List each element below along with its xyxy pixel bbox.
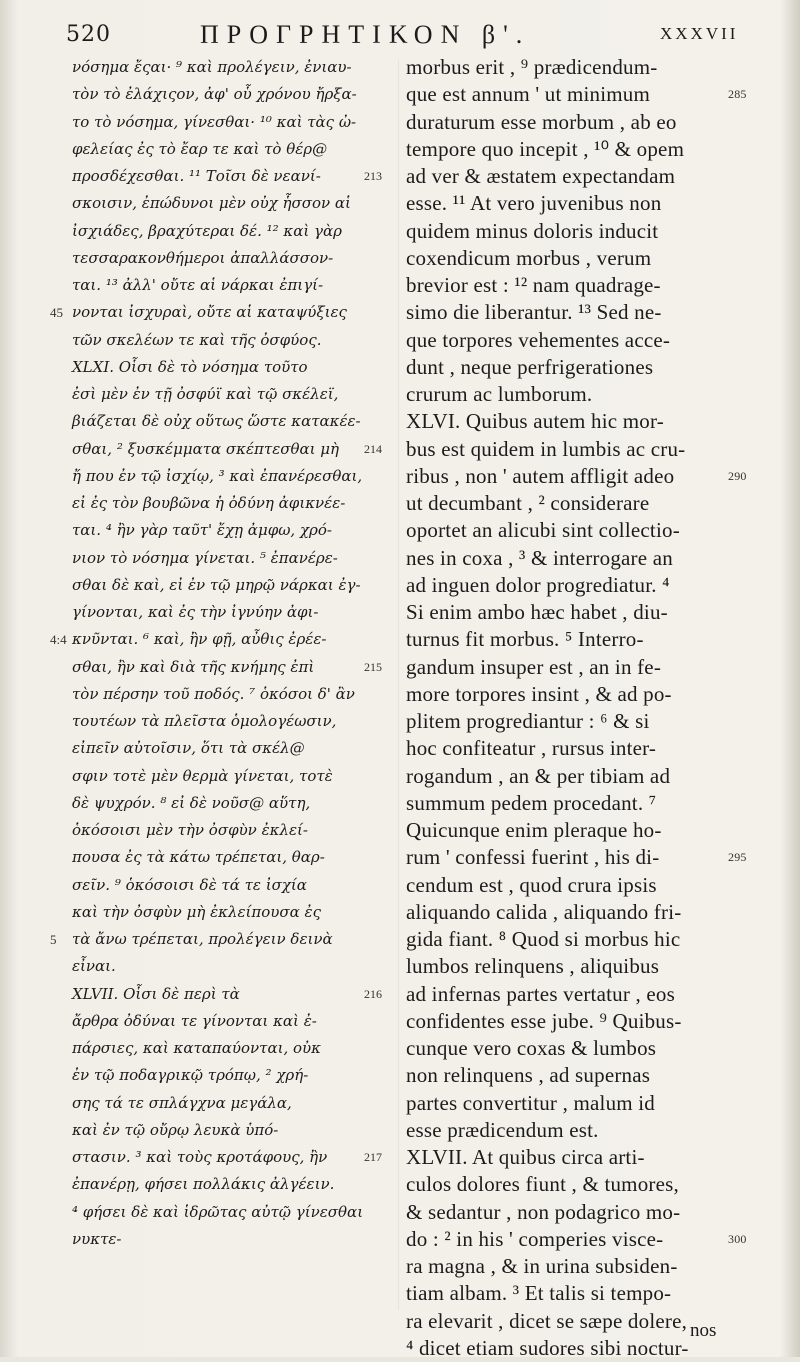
greek-line-text: τεσσαρακονθήμεροι ἀπαλλάσσον-: [72, 248, 334, 267]
greek-line-text: σεῖν. ⁹ ὁκόσοισι δὲ τά τε ἰσχία: [72, 875, 307, 894]
greek-line: [72, 272, 394, 299]
greek-line-text: δὲ ψυχρόν. ⁸ εἰ δὲ νοῦσ@ αὕτη,: [72, 793, 311, 812]
latin-line-text: more torpores insint , & ad po-: [406, 681, 672, 706]
greek-line-text: ὁκόσοισι μὲν τὴν ὀσφὺν ἐκλεί-: [72, 821, 308, 839]
greek-line-text: νονται ἰσχυραὶ, οὔτε αἱ καταψύξιες: [72, 303, 347, 322]
latin-line: [406, 1199, 736, 1226]
latin-line-text: nes in coxa , ³ & interrogare an: [406, 545, 673, 570]
latin-line: [406, 1035, 736, 1062]
latin-line-text: XLVI. Quibus autem hic mor-: [406, 409, 664, 434]
latin-line-text: que torpores vehementes acce-: [406, 327, 671, 352]
latin-line: [406, 763, 736, 790]
latin-line: [406, 872, 736, 899]
latin-line: [406, 1280, 736, 1307]
latin-line-text: crurum ac lumborum.: [406, 382, 593, 406]
greek-line: [72, 136, 394, 163]
latin-line: [406, 817, 736, 844]
greek-line-text: νιον τὸ νόσημα γίνεται. ⁵ ἐπανέρε-: [72, 548, 338, 567]
latin-line-text: rum ' confessi fuerint , his di-: [406, 845, 660, 870]
greek-line-text: τὸν πέρσην τοῦ ποδός. ⁷ ὁκόσοι δ' ἂν: [72, 684, 355, 703]
greek-line-text: σθαι, ἢν καὶ διὰ τῆς κνήμης ἐπὶ: [72, 657, 315, 676]
margin-reference: 290: [728, 468, 747, 483]
latin-line-text: hoc confiteatur , rursus inter-: [406, 736, 657, 761]
latin-line-text: cendum est , quod crura ipsis: [406, 872, 657, 897]
greek-line-text: πάρσιες, καὶ καταπαύονται, οὐκ: [72, 1039, 322, 1057]
greek-line-text: εἰ ἐς τὸν βουβῶνα ἡ ὀδύνη ἀφικνέε-: [72, 494, 346, 512]
latin-line-text: simo die liberantur. ¹³ Sed ne-: [406, 300, 662, 325]
greek-line-text: τῶν σκελέων τε καὶ τῆς ὀσφύος.: [72, 330, 322, 349]
greek-line: [72, 899, 394, 926]
greek-line-text: βιάζεται δὲ οὐχ οὕτως ὥστε κατακέε-: [72, 412, 361, 431]
margin-reference: 217: [364, 1150, 382, 1164]
greek-line: [72, 1008, 394, 1035]
latin-line: [406, 1308, 736, 1335]
greek-line-text: ἐν τῷ ποδαγρικῷ τρόπῳ, ² χρή-: [72, 1066, 309, 1085]
latin-line: [406, 926, 736, 953]
greek-line-text: σκοισιν, ἐπώδυνοι μὲν οὐχ ἧσσον αἱ: [72, 194, 351, 213]
latin-line-text: duraturum esse morbum , ab eo: [406, 109, 677, 134]
latin-line-text: ra magna , & in urina subsiden-: [406, 1254, 678, 1278]
greek-line: [72, 327, 394, 354]
latin-text-column: [406, 54, 747, 1362]
greek-line: [72, 190, 394, 217]
catchword: nos: [690, 1320, 717, 1341]
greek-line: [72, 790, 394, 817]
greek-line: [72, 463, 394, 490]
greek-line: [72, 218, 394, 245]
greek-line-text: σθαι, ² ξυσκέμματα σκέπτεσθαι μὴ: [72, 439, 340, 458]
greek-line: [72, 572, 394, 599]
latin-line-text: ut decumbant , ² considerare: [406, 491, 650, 515]
page-number: 520: [66, 22, 111, 47]
greek-line: [50, 926, 394, 953]
running-title: ΠΡΟΓΡΗΤΙΚΟΝ β'.: [200, 20, 531, 49]
greek-line-text: κνῦνται. ⁶ καὶ, ἢν φῇ, αὖθις ἐρέε-: [72, 630, 327, 649]
latin-line: [406, 1144, 736, 1171]
latin-line-text: tiam albam. ³ Et talis si tempo-: [406, 1281, 672, 1306]
latin-line-text: brevior est : ¹² nam quadrage-: [406, 273, 661, 297]
latin-line-text: non relinquens , ad supernas: [406, 1063, 651, 1088]
greek-line-text: ἄρθρα ὀδύναι τε γίνονται καὶ ἐ-: [72, 1011, 317, 1030]
greek-line: [72, 817, 394, 844]
greek-line-text: εἶναι.: [72, 957, 116, 976]
greek-line-text: τουτέων τὰ πλεῖστα ὁμολογέωσιν,: [72, 712, 337, 730]
latin-line: [406, 136, 736, 163]
latin-line: [406, 1171, 736, 1198]
greek-line-text: νόσημα ἔςαι· ⁹ καὶ προλέγειν, ἐνιαυ-: [72, 58, 352, 76]
latin-line: [406, 299, 736, 326]
margin-reference: 213: [364, 169, 382, 183]
latin-line: [406, 953, 736, 980]
line-number: 5: [50, 932, 57, 947]
latin-line: [406, 163, 736, 190]
latin-line-text: esse prædicendum est.: [406, 1117, 599, 1142]
latin-line: [406, 245, 736, 272]
greek-line: [72, 599, 394, 626]
margin-reference: 300: [728, 1231, 747, 1246]
greek-line: [72, 1090, 394, 1117]
greek-line-text: ἐπανέρῃ, φήσει πολλάκις ἀλγέειν.: [72, 1175, 335, 1194]
latin-line: [406, 735, 736, 762]
latin-line-text: plitem progrediantur : ⁶ & si: [406, 709, 650, 733]
latin-line-text: bus est quidem in lumbis ac cru-: [406, 436, 686, 461]
greek-line-text: καὶ ἐν τῷ οὔρῳ λευκὰ ὑπό-: [72, 1120, 279, 1139]
latin-line-text: ad inguen dolor progrediatur. ⁴: [406, 572, 670, 597]
greek-line-text: ται. ⁴ ἢν γὰρ ταῦτ' ἔχῃ ἀμφω, χρό-: [72, 521, 332, 540]
greek-line-text: ἰσχιάδες, βραχύτεραι δέ. ¹² καὶ γὰρ: [72, 221, 342, 240]
greek-line-text: προσδέχεσθαι. ¹¹ Τοῖσι δὲ νεανί-: [72, 167, 321, 185]
latin-line-text: rogandum , an & per tibiam ad: [406, 763, 671, 788]
greek-line: [50, 299, 394, 326]
margin-reference: 215: [364, 659, 382, 674]
greek-line-text: ἐσὶ μὲν ἐν τῇ ὀσφύϊ καὶ τῷ σκέλεϊ,: [72, 385, 339, 403]
latin-line-text: ad ver & æstatem expectandam: [406, 164, 676, 188]
latin-line: [406, 381, 736, 408]
greek-line: [72, 872, 394, 899]
greek-line-text: γίνονται, καὶ ἐς τὴν ἰγνύην ἀφι-: [72, 603, 319, 621]
greek-line: [72, 517, 394, 544]
greek-line-text: XLVII. Οἷσι δὲ περὶ τὰ: [72, 984, 240, 1003]
latin-line-text: que est annum ' ut minimum: [406, 82, 651, 107]
greek-line-text: ἤ που ἐν τῷ ἰσχίῳ, ³ καὶ ἐπανέρεσθαι,: [72, 466, 363, 485]
greek-line: [72, 54, 394, 81]
greek-line-text: νυκτε-: [72, 1229, 122, 1248]
latin-line-text: ad infernas partes vertatur , eos: [406, 981, 675, 1006]
latin-line: [406, 327, 736, 354]
latin-line: [406, 626, 736, 653]
greek-line-text: εἰπεῖν αὐτοῖσιν, ὅτι τὰ σκέλ@: [72, 739, 305, 758]
latin-line: [406, 1226, 747, 1253]
greek-line: [72, 763, 394, 790]
latin-line-text: culos dolores fiunt , & tumores,: [406, 1172, 679, 1197]
greek-line-text: σης τά τε σπλάγχνα μεγάλα,: [72, 1093, 292, 1112]
latin-line: [406, 545, 736, 572]
greek-line: [72, 436, 394, 463]
latin-line-text: morbus erit , ⁹ prædicendum-: [406, 55, 658, 79]
line-number: 45: [50, 305, 63, 321]
greek-line-text: XLXI. Οἷσι δὲ τὸ νόσημα τοῦτο: [72, 357, 308, 376]
greek-line: [72, 1117, 394, 1144]
latin-line-text: aliquando calida , aliquando fri-: [406, 899, 682, 924]
greek-line: [72, 844, 394, 871]
latin-line: [406, 1117, 736, 1144]
latin-line-text: ra elevarit , dicet se sæpe dolere,: [406, 1308, 688, 1333]
greek-line: [72, 1144, 394, 1171]
greek-line-text: τὸν τὸ ἐλάχιςον, ἀφ' οὗ χρόνου ἤρξα-: [72, 85, 357, 104]
latin-line-text: partes convertitur , malum id: [406, 1090, 655, 1115]
latin-line-text: lumbos relinquens , aliquibus: [406, 954, 660, 979]
greek-line: [72, 354, 394, 381]
greek-line: [72, 245, 394, 272]
greek-line: [50, 626, 394, 653]
latin-line: [406, 1008, 736, 1035]
greek-line-text: το τὸ νόσημα, γίνεσθαι· ¹⁰ καὶ τὰς ὠ-: [72, 112, 357, 131]
latin-line: [406, 190, 736, 217]
latin-line: [406, 654, 736, 681]
greek-line-text: τὰ ἄνω τρέπεται, προλέγειν δεινὰ: [72, 930, 333, 948]
latin-line-text: do : ² in his ' comperies visce-: [406, 1226, 664, 1251]
greek-line: [72, 1199, 394, 1226]
greek-line-text: ⁴ φήσει δὲ καὶ ἱδρῶτας αὐτῷ γίνεσθαι: [72, 1202, 364, 1221]
greek-line: [72, 381, 394, 408]
latin-line: [406, 1335, 736, 1362]
column-gutter: [398, 60, 399, 1310]
margin-reference: 214: [364, 441, 382, 456]
greek-line-text: πουσα ἐς τὰ κάτω τρέπεται, θαρ-: [72, 848, 325, 867]
latin-line-text: Si enim ambo hæc habet , diu-: [406, 600, 668, 624]
greek-line: [72, 109, 394, 136]
signature-mark: XXXVII: [660, 24, 739, 43]
page-header: [0, 14, 800, 54]
greek-line-text: σφιν τοτὲ μὲν θερμὰ γίνεται, τοτὲ: [72, 766, 333, 785]
latin-line: [406, 81, 747, 108]
latin-line-text: dunt , neque perfrigerationes: [406, 354, 654, 379]
margin-reference: 216: [364, 986, 382, 1001]
latin-line-text: gandum insuper est , an in fe-: [406, 654, 662, 679]
latin-line: [406, 1062, 736, 1089]
greek-line: [72, 408, 394, 435]
greek-line: [72, 981, 394, 1008]
latin-line-text: turnus fit morbus. ⁵ Interro-: [406, 627, 644, 652]
greek-text-column: [50, 54, 394, 1253]
latin-line: [406, 599, 736, 626]
latin-line-text: oportet an alicubi sint collectio-: [406, 518, 680, 543]
greek-line-text: ται. ¹³ ἀλλ' οὔτε αἱ νάρκαι ἐπιγί-: [72, 276, 324, 294]
latin-line: [406, 517, 736, 544]
greek-line: [72, 545, 394, 572]
latin-line-text: coxendicum morbus , verum: [406, 245, 652, 270]
line-number: 4:4: [50, 632, 67, 648]
latin-line: [406, 708, 736, 735]
margin-reference: 295: [728, 850, 747, 865]
greek-line-text: φελείας ἐς τὸ ἔαρ τε καὶ τὸ θέρ@: [72, 139, 328, 158]
margin-reference: 285: [728, 87, 747, 102]
latin-line-text: quidem minus doloris inducit: [406, 218, 659, 243]
latin-line: [406, 490, 736, 517]
greek-line: [72, 654, 394, 681]
latin-line: [406, 981, 736, 1008]
latin-line-text: tempore quo incepit , ¹⁰ & opem: [406, 136, 685, 161]
greek-line: [72, 490, 394, 517]
latin-line: [406, 408, 736, 435]
latin-line: [406, 681, 736, 708]
latin-line-text: confidentes esse jube. ⁹ Quibus-: [406, 1008, 682, 1033]
greek-line-text: καὶ τὴν ὀσφὺν μὴ ἐκλείπουσα ἐς: [72, 902, 321, 921]
greek-line: [72, 1062, 394, 1089]
greek-line: [72, 708, 394, 735]
latin-line: [406, 272, 736, 299]
latin-line: [406, 463, 747, 490]
latin-line: [406, 1090, 736, 1117]
latin-line: [406, 354, 736, 381]
greek-line: [72, 735, 394, 762]
latin-line: [406, 899, 736, 926]
latin-line-text: ⁴ dicet etiam sudores sibi noctur-: [406, 1335, 689, 1360]
latin-line: [406, 1253, 736, 1280]
latin-line-text: ribus , non ' autem affligit adeo: [406, 463, 675, 488]
greek-line: [72, 81, 394, 108]
latin-line: [406, 790, 736, 817]
latin-line: [406, 109, 736, 136]
latin-line: [406, 218, 736, 245]
latin-line-text: esse. ¹¹ At vero juvenibus non: [406, 191, 662, 216]
latin-line-text: XLVII. At quibus circa arti-: [406, 1145, 645, 1169]
greek-line-text: σθαι δὲ καὶ, εἰ ἐν τῷ μηρῷ νάρκαι ἐγ-: [72, 575, 361, 594]
latin-line-text: gida fiant. ⁸ Quod si morbus hic: [406, 927, 681, 951]
greek-line: [72, 163, 394, 190]
latin-line: [406, 844, 747, 871]
latin-line: [406, 436, 736, 463]
latin-line-text: & sedantur , non podagrico mo-: [406, 1199, 681, 1224]
greek-line: [72, 1035, 394, 1062]
latin-line-text: Quicunque enim pleraque ho-: [406, 818, 662, 842]
latin-line: [406, 572, 736, 599]
greek-line: [72, 1226, 394, 1253]
latin-line-text: summum pedem procedant. ⁷: [406, 790, 657, 815]
greek-line: [72, 953, 394, 980]
latin-line: [406, 54, 736, 81]
latin-line-text: cunque vero coxas & lumbos: [406, 1036, 657, 1060]
greek-line: [72, 681, 394, 708]
greek-line: [72, 1171, 394, 1198]
greek-line-text: στασιν. ³ καὶ τοὺς κροτάφους, ἢν: [72, 1148, 328, 1166]
